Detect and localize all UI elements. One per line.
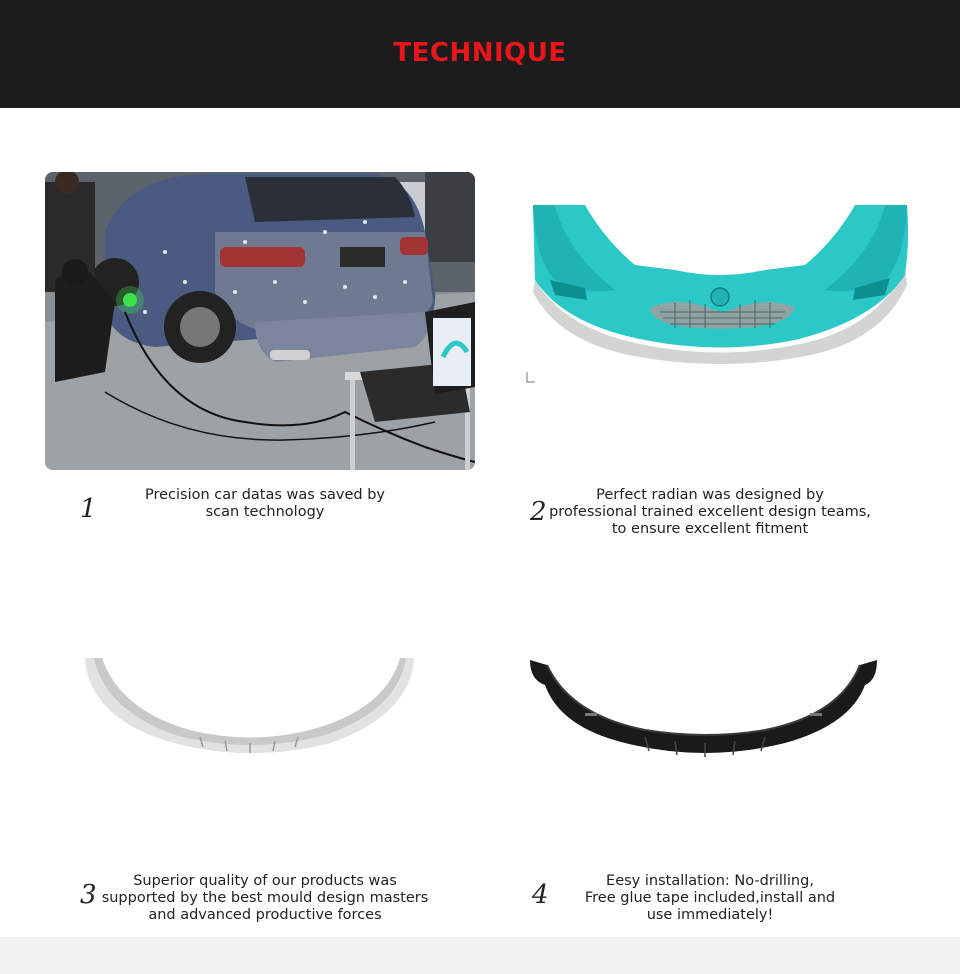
- step-caption-1: [100, 487, 430, 521]
- caption-line: professional trained excellent design teams,: [549, 504, 871, 520]
- scan-photo: [45, 172, 475, 470]
- caption-line: use immediately!: [646, 907, 774, 923]
- caption-line: and advanced productive forces: [148, 907, 382, 923]
- page-header: [0, 0, 960, 108]
- caption-line: Precision car datas was saved by: [144, 487, 385, 503]
- page-title: TECHNIQUE: [393, 38, 567, 68]
- carbon-lip-render: [525, 655, 885, 770]
- caption-line: Superior quality of our products was: [133, 873, 397, 889]
- cad-render: [525, 200, 915, 390]
- step-number-3: 3: [80, 880, 97, 910]
- caption-line: scan technology: [205, 504, 325, 520]
- step-number-2: 2: [530, 497, 547, 527]
- caption-line: Perfect radian was designed by: [596, 487, 824, 503]
- step-caption-3: [95, 873, 435, 924]
- step-caption-2: [540, 487, 880, 538]
- caption-line: Eesy installation: No-drilling,: [606, 873, 814, 889]
- step-caption-4: [560, 873, 860, 924]
- page-footer-band: [0, 937, 960, 974]
- step-number-4: 4: [532, 880, 549, 910]
- caption-line: to ensure excellent fitment: [611, 521, 809, 537]
- caption-line: Free glue tape included,install and: [584, 890, 836, 906]
- step-number-1: 1: [80, 494, 97, 524]
- grey-lip-render: [80, 655, 420, 765]
- caption-line: supported by the best mould design masters: [101, 890, 429, 906]
